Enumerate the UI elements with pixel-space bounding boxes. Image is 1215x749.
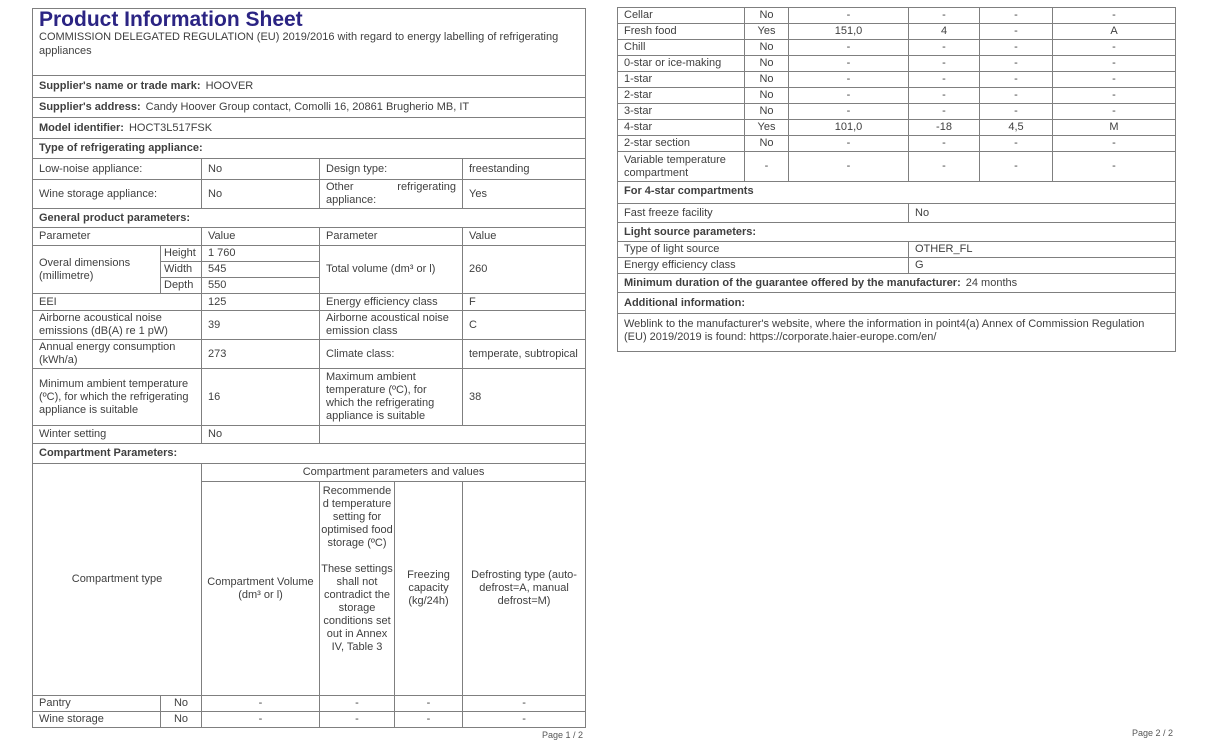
energy-label: Annual energy consumption (kWh/a) <box>33 340 202 369</box>
comp-row-1-star <box>618 72 1176 88</box>
param-header-1: Parameter <box>33 228 202 246</box>
comp-present: Yes <box>745 24 789 40</box>
comp-freezing: - <box>980 40 1053 56</box>
model-value: HOCT3L517FSK <box>128 121 213 134</box>
light-class-value: G <box>909 258 1176 274</box>
comp-freezing: - <box>395 696 463 712</box>
comp-volume: - <box>789 104 909 120</box>
energy-value: 273 <box>202 340 320 369</box>
comp-present: No <box>745 104 789 120</box>
noise-class-value: C <box>463 311 586 340</box>
page-title: Product Information Sheet <box>39 8 303 31</box>
comp-type: 2-star section <box>618 136 745 152</box>
design-type-label: Design type: <box>320 159 463 180</box>
comp-present: - <box>745 152 789 182</box>
noise-row <box>33 311 586 340</box>
eei-row <box>33 294 586 311</box>
comp-type: 2-star <box>618 88 745 104</box>
light-class-label: Energy efficiency class <box>618 258 909 274</box>
min-temp-value: 16 <box>202 369 320 426</box>
comp-defrost: - <box>1053 88 1176 104</box>
param-header-2: Parameter <box>320 228 463 246</box>
comp-volume: 101,0 <box>789 120 909 136</box>
comp-row-cellar <box>618 8 1176 24</box>
value-header-2: Value <box>463 228 586 246</box>
comp-temp: - <box>320 712 395 728</box>
climate-label: Climate class: <box>320 340 463 369</box>
comp-volume: - <box>789 8 909 24</box>
design-type-value: freestanding <box>463 159 586 180</box>
comp-present: No <box>745 72 789 88</box>
comp-col-type-header: Compartment type <box>33 464 202 696</box>
dim-height-row <box>33 246 586 262</box>
comp-freezing: - <box>980 152 1053 182</box>
supplier-address-value: Candy Hoover Group contact, Comolli 16, 20861 Brugherio MB, IT <box>145 101 470 113</box>
other-appliance-value: Yes <box>463 180 586 209</box>
page2-footer: Page 2 / 2 <box>1131 728 1173 738</box>
comp-span-header-row <box>33 464 586 482</box>
comp-defrost: - <box>1053 72 1176 88</box>
comp-defrost: - <box>1053 152 1176 182</box>
comp-type: Wine storage <box>33 712 161 728</box>
comp-type: 4-star <box>618 120 745 136</box>
comp-row-wine-storage <box>33 712 586 728</box>
section-compartment-header: Compartment Parameters: <box>33 444 586 464</box>
comp-volume: 151,0 <box>789 24 909 40</box>
comp-temp: - <box>909 152 980 182</box>
supplier-name-value: HOOVER <box>205 80 254 92</box>
supplier-address-row <box>33 98 586 118</box>
max-temp-value: 38 <box>463 369 586 426</box>
model-label: Model identifier: <box>39 121 124 134</box>
comp-present: No <box>745 136 789 152</box>
comp-row-2-star-section <box>618 136 1176 152</box>
document-page-1 <box>32 8 585 749</box>
winter-row <box>33 426 586 444</box>
eei-value: 125 <box>202 294 320 311</box>
noise-value: 39 <box>202 311 320 340</box>
total-volume-label: Total volume (dm³ or l) <box>320 246 463 294</box>
comp-present: No <box>161 696 202 712</box>
param-header-row <box>33 228 586 246</box>
low-noise-value: No <box>202 159 320 180</box>
weblink-cell <box>618 314 1176 352</box>
comp-freezing: - <box>980 56 1053 72</box>
comp-freezing: - <box>980 72 1053 88</box>
min-temp-label: Minimum ambient temperature (ºC), for which the refrigerating appliance is suitable <box>33 369 202 426</box>
comp-freezing: - <box>980 88 1053 104</box>
comp-freezing: - <box>980 104 1053 120</box>
comp-row-chill <box>618 40 1176 56</box>
comp-row-2-star <box>618 88 1176 104</box>
page2-table <box>617 7 1176 352</box>
dim-width-value: 545 <box>202 262 320 278</box>
supplier-name-cell <box>33 76 586 98</box>
comp-freezing: - <box>980 8 1053 24</box>
light-type-row <box>618 242 1176 258</box>
comp-type: 3-star <box>618 104 745 120</box>
comp-span-header: Compartment parameters and values <box>202 464 586 482</box>
page1-footer: Page 1 / 2 <box>541 730 583 740</box>
title-row <box>33 9 586 76</box>
comp-defrost: M <box>1053 120 1176 136</box>
weblink-label: Weblink to the manufacturer's website, where the information in point4(a) Annex of Commission Regulation (EU) 2019/2019 is found: <box>624 318 1145 343</box>
dim-height-label: Height <box>161 246 202 262</box>
section-general-row <box>33 209 586 228</box>
comp-temp: - <box>909 104 980 120</box>
value-header-1: Value <box>202 228 320 246</box>
noise-class-label: Airborne acoustical noise emission class <box>320 311 463 340</box>
comp-type: Cellar <box>618 8 745 24</box>
section-light-header: Light source parameters: <box>618 223 1176 242</box>
comp-freezing: 4,5 <box>980 120 1053 136</box>
comp-defrost: - <box>463 712 586 728</box>
comp-volume: - <box>789 88 909 104</box>
comp-col-temp-header-line1: Recommended temperature setting for optimised food storage (ºC) <box>321 485 393 549</box>
comp-type: 1-star <box>618 72 745 88</box>
comp-present: No <box>745 56 789 72</box>
eec-value: F <box>463 294 586 311</box>
supplier-name-label: Supplier's name or trade mark: <box>39 80 201 92</box>
comp-temp: - <box>909 56 980 72</box>
guarantee-value: 24 months <box>965 276 1018 289</box>
comp-row-0-star <box>618 56 1176 72</box>
dim-depth-label: Depth <box>161 278 202 294</box>
weblink-url: https://corporate.haier-europe.com/en/ <box>749 331 937 343</box>
comp-present: No <box>745 40 789 56</box>
eec-label: Energy efficiency class <box>320 294 463 311</box>
page-subtitle: COMMISSION DELEGATED REGULATION (EU) 2019/2016 with regard to energy labelling of refrigerating appliances <box>39 31 559 57</box>
comp-defrost: - <box>1053 8 1176 24</box>
comp-type: Fresh food <box>618 24 745 40</box>
comp-volume: - <box>202 712 320 728</box>
comp-volume: - <box>202 696 320 712</box>
total-volume-value: 260 <box>463 246 586 294</box>
other-appliance-label: Other refrigerating appliance: <box>320 180 463 209</box>
comp-temp: - <box>909 88 980 104</box>
comp-defrost: A <box>1053 24 1176 40</box>
comp-col-defrost-header: Defrosting type (auto-defrost=A, manual defrost=M) <box>463 482 586 696</box>
comp-present: No <box>161 712 202 728</box>
comp-row-3-star <box>618 104 1176 120</box>
comp-volume: - <box>789 72 909 88</box>
guarantee-cell <box>618 274 1176 293</box>
comp-temp: - <box>909 136 980 152</box>
fast-freeze-value: No <box>909 204 1176 223</box>
dim-height-value: 1 760 <box>202 246 320 262</box>
comp-col-volume-header: Compartment Volume (dm³ or l) <box>202 482 320 696</box>
supplier-name-row <box>33 76 586 98</box>
eei-label: EEI <box>33 294 202 311</box>
weblink-row <box>618 314 1176 352</box>
comp-temp: -18 <box>909 120 980 136</box>
section-additional-header: Additional information: <box>618 293 1176 314</box>
comp-row-pantry <box>33 696 586 712</box>
ambient-temp-row <box>33 369 586 426</box>
light-type-value: OTHER_FL <box>909 242 1176 258</box>
comp-volume: - <box>789 56 909 72</box>
wine-appliance-label: Wine storage appliance: <box>33 180 202 209</box>
comp-temp: - <box>909 72 980 88</box>
comp-defrost: - <box>463 696 586 712</box>
comp-defrost: - <box>1053 136 1176 152</box>
max-temp-label: Maximum ambient temperature (ºC), for which the refrigerating appliance is suitable <box>320 369 463 426</box>
comp-row-variable-temperature <box>618 152 1176 182</box>
comp-col-temp-header <box>320 482 395 696</box>
fast-freeze-label: Fast freeze facility <box>618 204 909 223</box>
section-additional-row <box>618 293 1176 314</box>
winter-empty-cell <box>320 426 586 444</box>
energy-row <box>33 340 586 369</box>
low-noise-label: Low-noise appliance: <box>33 159 202 180</box>
comp-row-4-star <box>618 120 1176 136</box>
section-type-header: Type of refrigerating appliance: <box>33 139 586 159</box>
supplier-address-cell <box>33 98 586 118</box>
comp-temp: 4 <box>909 24 980 40</box>
comp-temp: - <box>909 8 980 24</box>
wine-appliance-value: No <box>202 180 320 209</box>
section-four-star-header: For 4-star compartments <box>618 182 1176 204</box>
low-noise-row <box>33 159 586 180</box>
fast-freeze-row <box>618 204 1176 223</box>
comp-temp: - <box>909 40 980 56</box>
comp-row-fresh-food <box>618 24 1176 40</box>
guarantee-row <box>618 274 1176 293</box>
supplier-address-label: Supplier's address: <box>39 101 141 113</box>
comp-temp: - <box>320 696 395 712</box>
comp-defrost: - <box>1053 104 1176 120</box>
document-page-2 <box>617 7 1175 749</box>
winter-label: Winter setting <box>33 426 202 444</box>
guarantee-label: Minimum duration of the guarantee offered by the manufacturer: <box>624 276 961 289</box>
light-type-label: Type of light source <box>618 242 909 258</box>
model-row <box>33 118 586 139</box>
comp-present: Yes <box>745 120 789 136</box>
comp-volume: - <box>789 152 909 182</box>
comp-freezing: - <box>395 712 463 728</box>
comp-type: Chill <box>618 40 745 56</box>
comp-volume: - <box>789 136 909 152</box>
dim-depth-value: 550 <box>202 278 320 294</box>
comp-col-temp-header-line2: These settings shall not contradict the storage conditions set out in Annex IV, Table 3 <box>321 563 393 653</box>
section-compartment-row <box>33 444 586 464</box>
section-type-row <box>33 139 586 159</box>
climate-value: temperate, subtropical <box>463 340 586 369</box>
comp-type: 0-star or ice-making <box>618 56 745 72</box>
section-general-header: General product parameters: <box>33 209 586 228</box>
comp-present: No <box>745 8 789 24</box>
section-four-star-row <box>618 182 1176 204</box>
comp-present: No <box>745 88 789 104</box>
comp-freezing: - <box>980 136 1053 152</box>
model-cell <box>33 118 586 139</box>
comp-volume: - <box>789 40 909 56</box>
light-class-row <box>618 258 1176 274</box>
comp-type: Variable temperature compartment <box>618 152 745 182</box>
section-light-row <box>618 223 1176 242</box>
page1-table <box>32 8 586 728</box>
title-cell <box>33 9 586 76</box>
wine-appliance-row <box>33 180 586 209</box>
comp-col-freezing-header: Freezing capacity (kg/24h) <box>395 482 463 696</box>
comp-defrost: - <box>1053 40 1176 56</box>
noise-label: Airborne acoustical noise emissions (dB(A) re 1 pW) <box>33 311 202 340</box>
comp-freezing: - <box>980 24 1053 40</box>
winter-value: No <box>202 426 320 444</box>
comp-defrost: - <box>1053 56 1176 72</box>
dimensions-label: Overal dimensions (millimetre) <box>33 246 161 294</box>
comp-type: Pantry <box>33 696 161 712</box>
dim-width-label: Width <box>161 262 202 278</box>
